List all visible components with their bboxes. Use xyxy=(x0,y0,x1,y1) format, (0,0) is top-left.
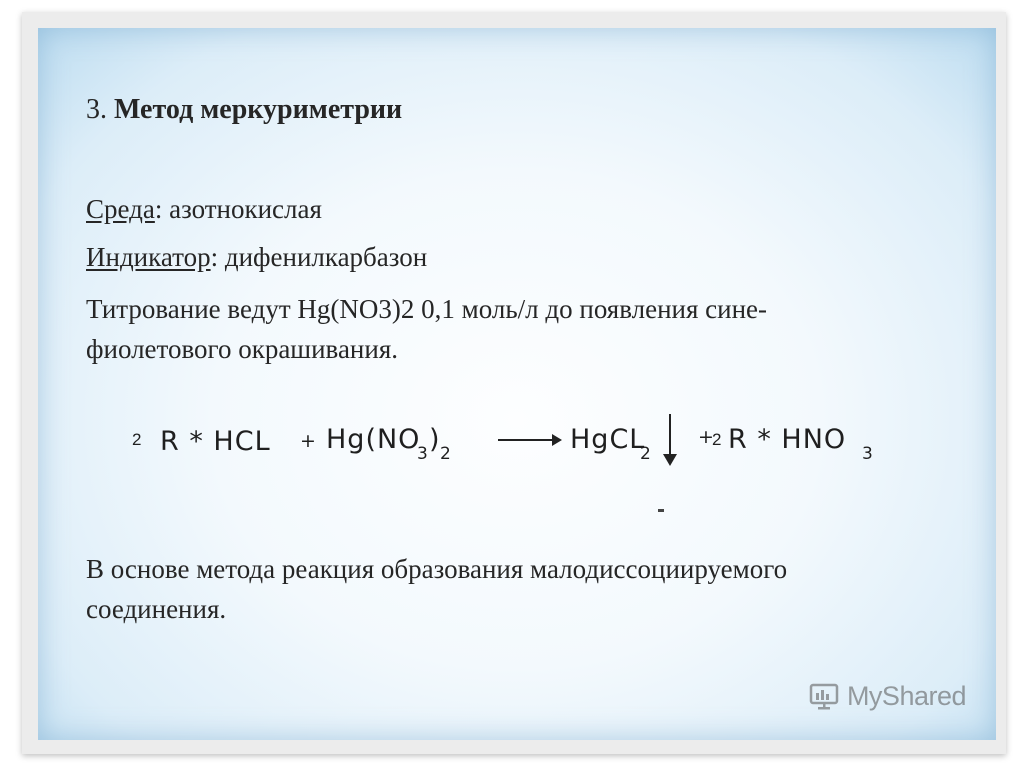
indicator-label: Индикатор xyxy=(86,242,211,272)
reactant-subscript-2: 2 xyxy=(440,444,451,464)
indicator-value: : дифенилкарбазон xyxy=(210,242,428,272)
watermark-text: MyShared xyxy=(846,680,966,711)
product-subscript-3: 3 xyxy=(862,444,873,464)
stray-mark xyxy=(658,509,664,512)
product-subscript-2: 2 xyxy=(640,444,651,464)
title-text: Метод меркуриметрии xyxy=(114,94,403,125)
slide-title xyxy=(86,96,402,124)
plus-sign-1: + xyxy=(300,430,316,452)
reactant-close-paren: ) xyxy=(429,424,441,455)
myshared-watermark xyxy=(809,678,966,714)
plus-sign-2: + xyxy=(698,426,714,448)
reactant-hg-no3-2: Hg(NO xyxy=(326,424,421,455)
medium-label: Среда xyxy=(86,194,155,224)
titration-line-2: фиолетового окрашивания. xyxy=(86,334,398,364)
basis-line-2: соединения. xyxy=(86,594,227,624)
title-number: 3. xyxy=(86,94,107,125)
basis-line-1: В основе метода реакция образования малодиссоциируемого xyxy=(86,554,788,584)
medium-line xyxy=(86,196,322,223)
product-hgcl2: HgCL xyxy=(570,424,646,455)
reaction-arrow-icon xyxy=(498,439,560,441)
indicator-line xyxy=(86,244,427,271)
reaction-equation xyxy=(38,408,996,518)
coefficient-2: 2 xyxy=(712,430,722,449)
precipitate-arrow-icon xyxy=(669,414,671,458)
titration-line-1: Титрование ведут Hg(NO3)2 0,1 моль/л до появления сине- xyxy=(86,294,767,324)
medium-value: : азотнокислая xyxy=(154,194,322,224)
reactant-subscript-3: 3 xyxy=(417,444,428,464)
coefficient-1: 2 xyxy=(132,430,142,449)
product-r-hno3: R * HNO xyxy=(728,424,847,455)
myshared-logo-icon xyxy=(809,681,839,711)
reactant-r-hcl: R * HCL xyxy=(160,426,271,457)
slide xyxy=(38,28,996,740)
